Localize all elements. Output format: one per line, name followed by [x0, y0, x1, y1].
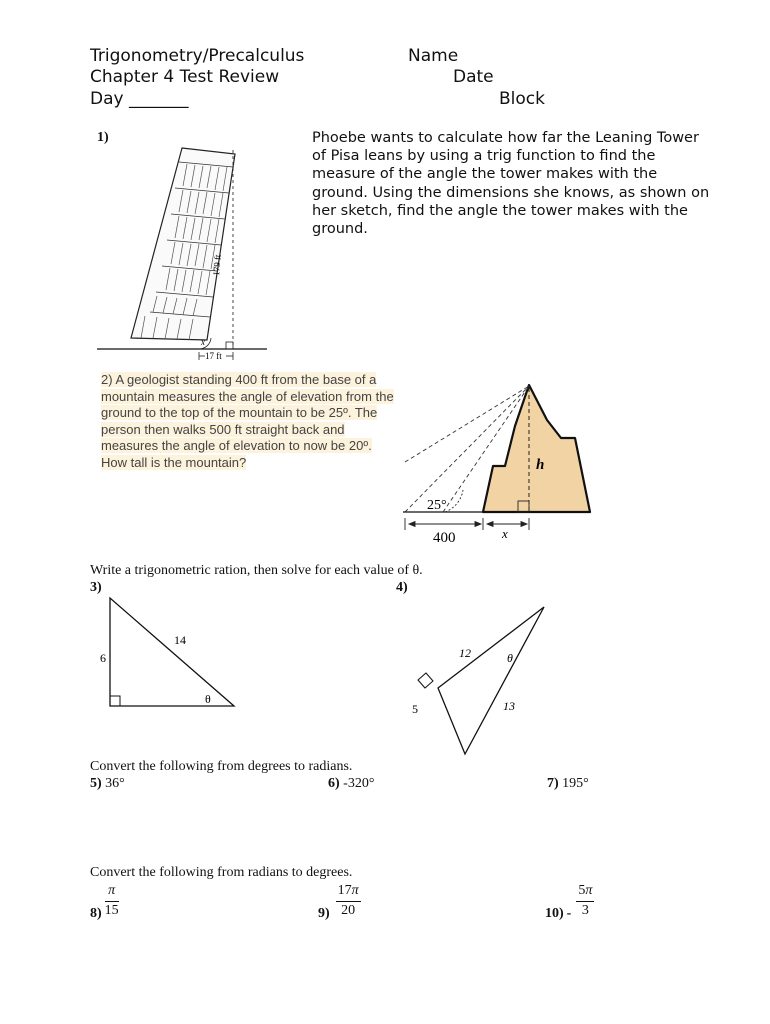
deg-to-rad-instruction: Convert the following from degrees to radians.: [90, 759, 353, 774]
q4-triangle-shape: [438, 607, 544, 754]
q10-num-pi: π: [585, 883, 593, 898]
q5-value: 36°: [105, 776, 125, 791]
q6-value: -320°: [343, 776, 375, 791]
q10-number: 10): [545, 906, 564, 921]
q3-triangle: [90, 590, 250, 715]
q4-side-5-label: 5: [412, 702, 418, 716]
q4-side-12-label: 12: [459, 646, 471, 660]
right-angle-mark: [226, 342, 233, 349]
q4-triangle: [410, 600, 555, 760]
x-label: x: [502, 526, 508, 541]
rad-to-deg-instruction: Convert the following from radians to degrees.: [90, 865, 353, 880]
q10-fraction: [576, 883, 594, 919]
q6-number: 6): [328, 776, 340, 791]
q6: [328, 776, 374, 792]
q4-right-angle: [418, 673, 433, 688]
q5: [90, 776, 125, 792]
q8-fraction: [105, 883, 119, 919]
q3-right-angle: [110, 696, 120, 706]
q4-number: 4): [396, 580, 408, 595]
q9-fraction-bar: [336, 901, 361, 902]
q9-den: 20: [341, 903, 356, 918]
q9-num-pi: π: [351, 883, 359, 898]
q1-text: Phoebe wants to calculate how far the Leaning Tower of Pisa leans by using a trig function to find the measure of the angle the tower makes with the ground. Using the dimensions she knows, as shown on her sketch, find the angle the tower makes with the ground.: [312, 130, 710, 238]
q8-fraction-bar: [105, 901, 119, 902]
dimension-lines: [405, 518, 529, 530]
q4-theta-label: θ: [507, 651, 513, 665]
q3-hyp-label: 14: [174, 633, 186, 647]
course-title: Trigonometry/Precalculus: [90, 46, 305, 66]
q7-value: 195°: [562, 776, 589, 791]
tower-body: [131, 148, 235, 340]
q10-num-coef: 5: [578, 883, 586, 898]
q2-text-highlight: 2) A geologist standing 400 ft from the base of a mountain measures the angle of elevation from the ground to the top of the mountain to be 25º. The person then walks 500 ft straight back and measures the angle of elevation to now be 20º. How tall is the mountain?: [101, 372, 394, 470]
distance-400-label: 400: [433, 530, 456, 546]
height-label: 179 ft: [211, 254, 223, 277]
mountain-shape: [483, 385, 590, 512]
q10-prefix: -: [566, 906, 572, 921]
angle-arc-25: [445, 490, 463, 512]
q9-num-coef: 17: [337, 883, 352, 898]
leaning-tower-figure: [95, 140, 275, 365]
q8-number: 8): [90, 906, 102, 921]
angle-x-label: x: [201, 337, 205, 347]
trig-instruction: Write a trigonometric ration, then solve for each value of θ.: [90, 563, 423, 578]
q3-theta-label: θ: [205, 692, 211, 706]
q1-number: 1): [97, 130, 109, 145]
q10-den: 3: [581, 903, 589, 918]
day-field: Day _______: [90, 89, 189, 109]
q7-number: 7): [547, 776, 559, 791]
q8-den: 15: [104, 903, 119, 918]
q9-fraction: [336, 883, 361, 919]
q3-side-label: 6: [100, 651, 106, 665]
block-label: Block: [499, 89, 545, 109]
q7: [547, 776, 589, 792]
date-label: Date: [453, 67, 494, 87]
q2-text: [101, 372, 401, 472]
base-label: 17 ft: [205, 351, 222, 361]
q9-number: 9): [318, 906, 330, 921]
name-label: Name: [408, 46, 459, 66]
q8-num-pi: π: [108, 883, 116, 898]
mountain-figure: [395, 380, 600, 550]
q10: [545, 883, 594, 919]
q8: [90, 883, 119, 919]
q4-side-13-label: 13: [503, 699, 515, 713]
q10-fraction-bar: [576, 901, 594, 902]
chapter-title: Chapter 4 Test Review: [90, 67, 280, 87]
h-label: h: [536, 457, 545, 473]
angle-25-label: 25°: [427, 498, 447, 513]
q3-number: 3): [90, 580, 102, 595]
q3-triangle-shape: [110, 598, 234, 706]
q5-number: 5): [90, 776, 102, 791]
q9: [318, 883, 361, 919]
